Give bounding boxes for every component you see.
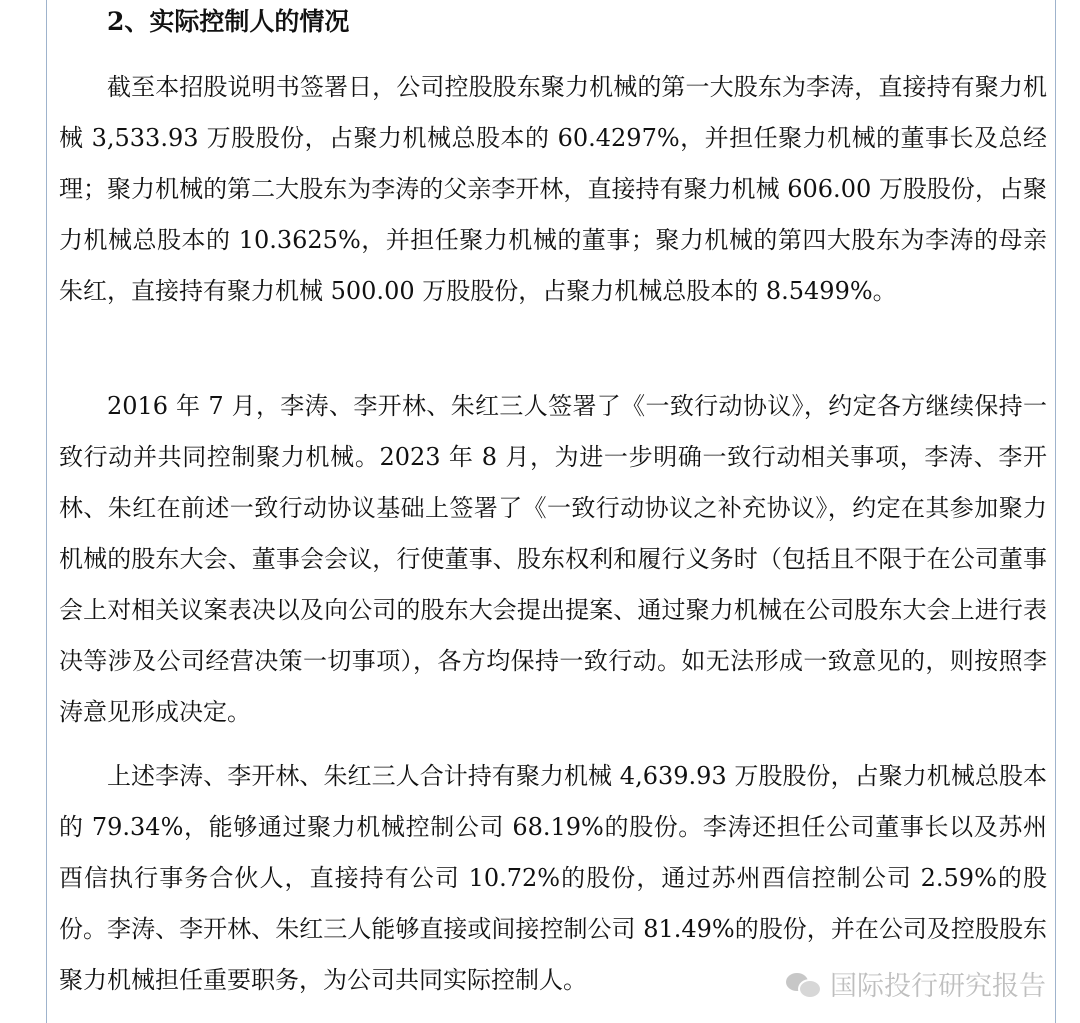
watermark <box>786 964 1046 1003</box>
paragraph-1: 截至本招股说明书签署日，公司控股股东聚力机械的第一大股东为李涛，直接持有聚力机械 3,533.93 万股股份，占聚力机械总股本的 60.4297%，并担任聚力机械的董事长及总经理；聚力机械的第二大股东为李涛的父亲李开林，直接持有聚力机械 606.00 万股股份，占聚力机械总股本的 10.3625%，并担任聚力机械的董事；聚力机械的第四大股东为李涛的母亲朱红，直接持有聚力机械 500.00 万股股份，占聚力机械总股本的 8.5499%。 <box>59 73 1047 305</box>
section-heading: 2、实际控制人的情况 <box>107 7 350 36</box>
document-page <box>46 0 1056 1023</box>
paragraph-3: 上述李涛、李开林、朱红三人合计持有聚力机械 4,639.93 万股股份，占聚力机械总股本的 79.34%，能够通过聚力机械控制公司 68.19%的股份。李涛还担任公司董事长以及苏州酉信执行事务合伙人，直接持有公司 10.72%的股份，通过苏州酉信控制公司 2.59%的股份。李涛、李开林、朱红三人能够直接或间接控制公司 81.49%的股份，并在公司及控股股东聚力机械担任重要职务，为公司共同实际控制人。 <box>59 762 1047 994</box>
paragraph-2: 2016 年 7 月，李涛、李开林、朱红三人签署了《一致行动协议》，约定各方继续保持一致行动并共同控制聚力机械。2023 年 8 月，为进一步明确一致行动相关事项，李涛、李开林、朱红在前述一致行动协议基础上签署了《一致行动协议之补充协议》，约定在其参加聚力机械的股东大会、董事会会议，行使董事、股东权利和履行义务时（包括且不限于在公司董事会上对相关议案表决以及向公司的股东大会提出提案、通过聚力机械在公司股东大会上进行表决等涉及公司经营决策一切事项），各方均保持一致行动。如无法形成一致意见的，则按照李涛意见形成决定。 <box>59 392 1047 726</box>
wechat-icon <box>786 969 820 999</box>
watermark-text: 国际投行研究报告 <box>830 971 1046 1002</box>
